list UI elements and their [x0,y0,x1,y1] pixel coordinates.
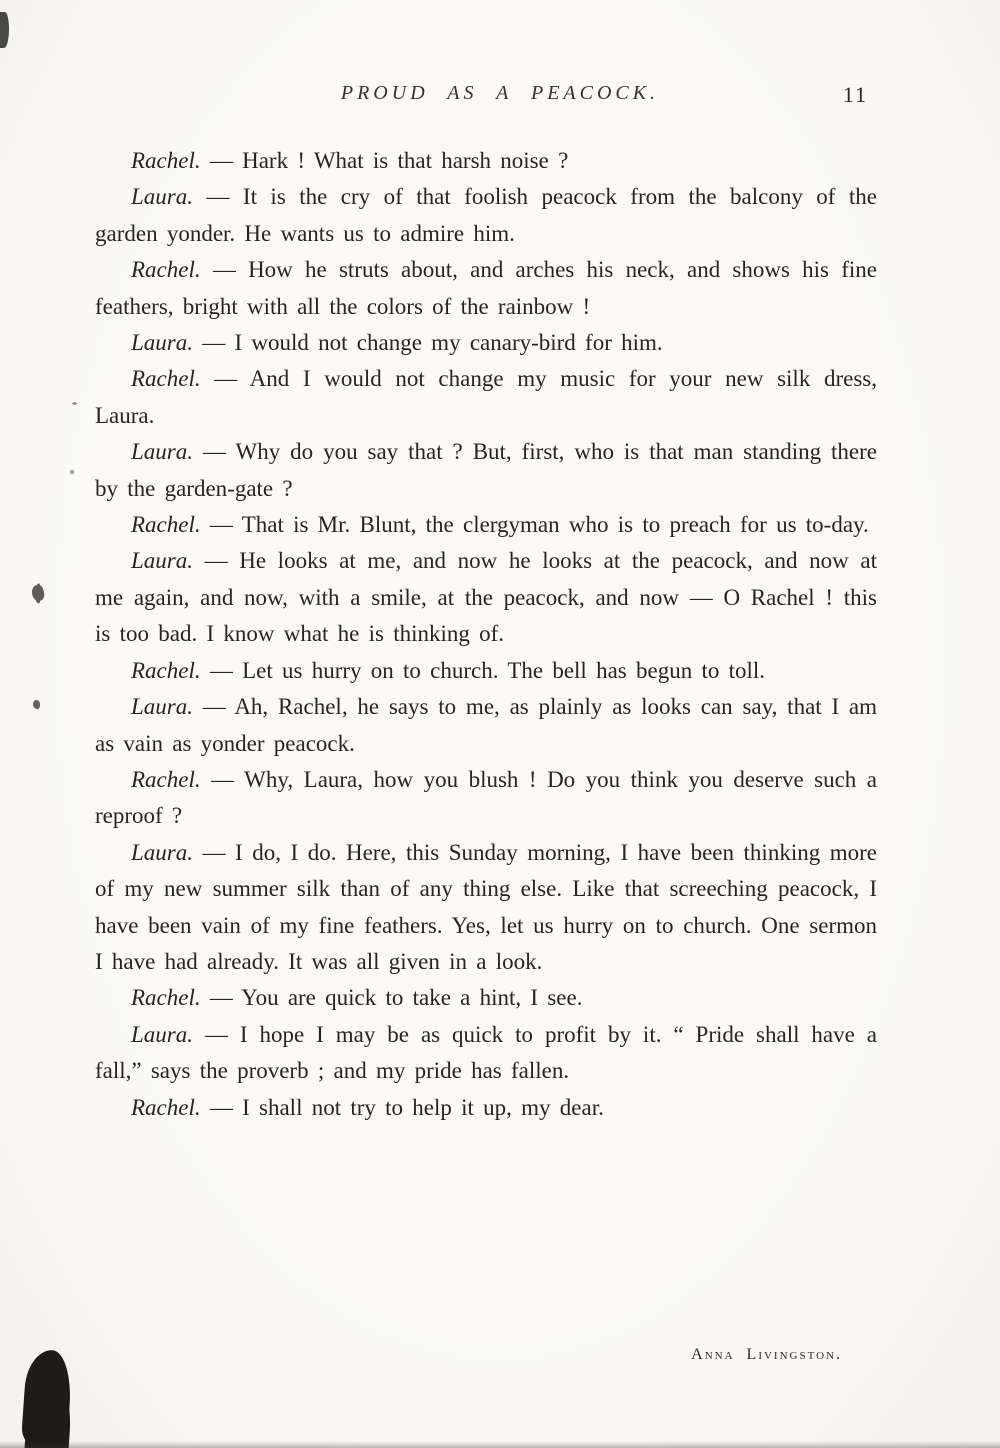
speech-text: — How he struts about, and arches his neck, and shows his fine feathers, bright with all the colors of the rainbow ! [95,257,878,319]
scan-artifact-page-edge [0,1441,1000,1448]
speech-text: — I do, I do. Here, this Sunday morning, I have been thinking more of my new summer silk than of any thing else. Like that screeching peacock, I have been vain of my fine feathers. Yes, let us hurry on to church. One sermon I have had already. It was all given in a look. [95,839,877,974]
dialogue-line [95,507,877,543]
dialogue-line [95,179,877,252]
page-header [0,82,1000,105]
dialogue-line [95,543,877,652]
speaker-name: Laura. [131,184,193,210]
speech-text: — That is Mr. Blunt, the clergyman who is to preach for us to-day. [209,512,869,538]
speech-text: — And I would not change my music for your new silk dress, Laura. [95,366,877,428]
speaker-name: Laura. [131,439,193,465]
scan-artifact-speck [30,584,46,603]
speaker-name: Rachel. [131,366,201,392]
speech-text: — Why, Laura, how you blush ! Do you think you deserve such a reproof ? [95,766,878,829]
speaker-name: Laura. [131,694,193,720]
dialogue-line [95,434,877,507]
scan-artifact-ink-blot [21,1349,74,1448]
running-title: PROUD AS A PEACOCK. [340,82,660,104]
speaker-name: Rachel. [131,985,201,1011]
dialogue-line [95,1090,877,1126]
speech-text: — Hark ! What is that harsh noise ? [209,148,569,173]
dialogue-line [95,1017,877,1090]
page-number: 11 [842,82,868,107]
speech-text: — Let us hurry on to church. The bell has begun to toll. [209,657,766,683]
scan-artifact-speck [70,470,74,474]
scan-artifact-speck [33,700,40,709]
speaker-name: Laura. [131,548,193,574]
dialogue-line [95,252,877,325]
scan-artifact-speck [72,402,77,405]
speaker-name: Rachel. [131,257,201,283]
dialogue-line [95,980,877,1016]
speech-text: — You are quick to take a hint, I see. [209,985,583,1011]
speech-text: — I hope I may be as quick to profit by it. “ Pride shall have a fall,” says the proverb ; and my pride has fallen. [95,1021,878,1084]
speaker-name: Rachel. [131,1094,201,1120]
dialogue-line [95,325,877,361]
author-signature: Anna Livingston. [691,1346,842,1363]
speaker-name: Rachel. [131,148,201,173]
speaker-name: Laura. [131,330,193,356]
dialogue-line [95,361,877,434]
speaker-name: Laura. [131,839,193,865]
speech-text: — He looks at me, and now he looks at the peacock, and now at me again, and now, with a smile, at the peacock, and now — O Rachel ! this is too bad. I know what he is thinking of. [95,548,877,647]
speaker-name: Laura. [131,1021,193,1047]
dialogue-line [95,689,877,762]
speaker-name: Rachel. [131,657,201,683]
dialogue-text [95,143,877,1126]
speaker-name: Rachel. [131,766,201,792]
speech-text: — I shall not try to help it up, my dear. [209,1094,604,1120]
scan-artifact-edge-mark [0,12,9,48]
dialogue-line [95,762,877,835]
dialogue-line [95,143,877,179]
speaker-name: Rachel. [131,512,201,538]
dialogue-line [95,653,877,689]
speech-text: — It is the cry of that foolish peacock from the balcony of the garden yonder. He wants us to admire him. [95,184,878,246]
speech-text: — Ah, Rachel, he says to me, as plainly as looks can say, that I am as vain as yonder peacock. [95,694,878,756]
speech-text: — I would not change my canary-bird for him. [202,330,663,356]
speech-text: — Why do you say that ? But, first, who is that man standing there by the garden-gate ? [95,439,878,501]
dialogue-line [95,835,877,981]
